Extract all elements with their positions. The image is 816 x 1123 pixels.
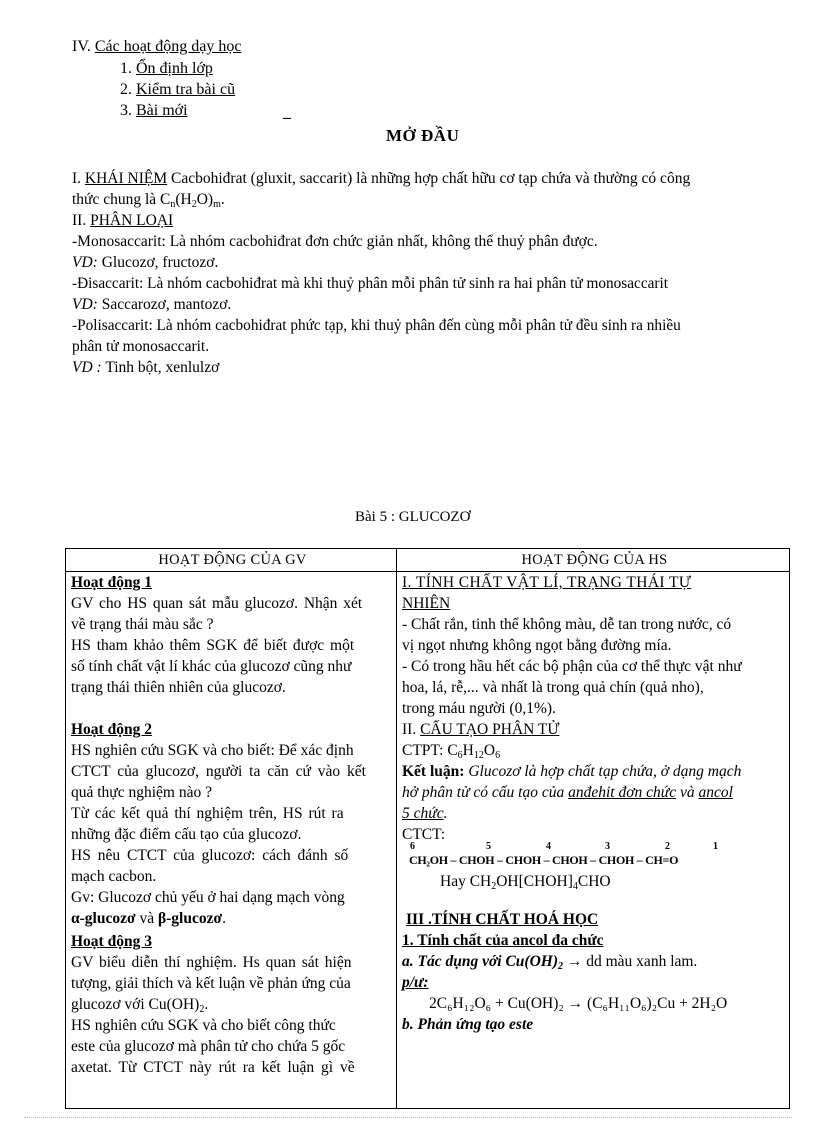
subscript: 2 [491,881,497,892]
formula-text: Hay CH [440,873,492,890]
hs-line: vị ngọt nhưng không ngọt bằng đường mía. [402,637,672,654]
gv-line: tượng, giải thích và kết luận về phản ứng của [71,975,351,992]
subscript: 2 [199,1004,205,1015]
gv-line: mạch cacbon. [71,868,157,885]
example-text: Saccarozơ, mantozơ. [101,296,232,313]
carbon-number: 1 [713,841,718,852]
subscript: n [170,199,176,210]
alpha-glucose: α-glucozơ [71,910,136,927]
hs-section-heading [402,719,787,740]
chain-formula: CH₂OH – CHOH – CHOH – CHOH – CHOH – CH=O [409,853,679,867]
mono-definition: -Monosaccarit: Là nhóm cacbohiđrat đơn chức giản nhất, không thể thuỷ phân được. [72,233,598,250]
di-definition: -Đisaccarit: Là nhóm cacbohiđrat mà khi thuỷ phân mỗi phân tử sinh ra hai phân tử monosaccarit [72,275,668,292]
carbon-number: 6 [410,841,415,852]
carbon-number: 4 [546,841,551,852]
concept-paragraph [72,168,772,189]
hs-line: trong máu người (0,1%). [402,700,556,717]
table-row [66,572,790,1109]
subscript: 2 [191,199,197,210]
beta-glucose: β-glucozơ [157,910,223,927]
conclusion-line [402,803,787,824]
gv-line: Từ các kết quả thí nghiệm trên, HS rút ra [71,805,344,822]
gv-line: α-glucozơ và β-glucozơ. [71,910,226,927]
ctct-label: CTCT: [402,826,446,843]
poly-definition-cont: phân tử monosaccarit. [72,338,210,355]
conclusion-term: 5 chức [402,805,444,822]
carbon-number: 3 [605,841,610,852]
page-bottom-border [24,1117,792,1118]
hs-subsection-title: 1. Tính chất của ancol đa chức [402,932,604,949]
gv-line: Gv: Glucozơ chủ yếu ở hai dạng mạch vòng [71,889,345,906]
subscript: 6 [495,750,501,761]
ctpt-label: CTPT: [402,742,444,759]
activity-title: Hoạt động 1 [71,574,152,591]
ctpt-line [402,740,787,761]
conclusion-text: . [443,805,448,822]
lesson-title: Bài 5 : GLUCOZƠ [355,509,471,525]
intro-heading: MỞ ĐẦU [386,126,460,145]
hs-section-title: III .TÍNH CHẤT HOÁ HỌC [406,911,599,928]
example-label: VD: [72,296,98,313]
carbon-number: 5 [486,841,491,852]
gv-line [71,994,394,1015]
example-label: VD : [72,359,102,376]
conclusion-text: Glucozơ là hợp chất tạp chứa, ở dạng mạch [468,763,742,780]
gv-column [66,572,397,1109]
formula-text: O) [196,191,214,208]
outline-item-label: Kiểm tra bài cũ [136,81,236,98]
hs-line: hoa, lá, rễ,... và nhất là trong quả chín (quả nho), [402,679,704,696]
conclusion-term: anđehit đơn chức [568,784,677,801]
hs-line: - Chất rắn, tinh thể không màu, dễ tan trong nước, có [402,616,732,633]
outline-item-label: Bài mới [136,102,188,119]
hs-line: - Có trong hầu hết các bộ phận của cơ thể thực vật như [402,658,742,675]
gv-line: trạng thái thiên nhiên của glucozơ. [71,679,286,696]
example-text: Glucozơ, fructozơ. [101,254,219,271]
subscript: 4 [572,881,578,892]
reaction-text: → dd màu xanh lam. [566,953,698,970]
gv-line: những đặc điểm cấu tạo của glucozơ. [71,826,302,843]
formula-text: C [447,742,458,759]
outline-item-2 [120,81,235,99]
hs-section-title: I. TÍNH CHẤT VẬT LÍ, TRẠNG THÁI TỰ [402,574,692,591]
section-title: PHÂN LOẠI [90,212,174,229]
outline-item-number: 2. [120,81,132,98]
formula-text: (H [175,191,192,208]
col-header-gv: HOẠT ĐỘNG CỦA GV [66,549,397,572]
outline-section [72,38,241,56]
table-header-row [66,549,790,572]
conclusion-term: ancol [698,784,733,801]
conclusion-text: và [679,784,695,801]
concept-text: Cacbohiđrat (gluxit, saccarit) là những hợp chất hữu cơ tạp chứa và thường có công [171,170,691,187]
formula-text: thức chung là C [72,191,171,208]
gv-line: HS nêu CTCT của glucozơ: cách đánh số [71,847,349,864]
gv-line: HS tham khảo thêm SGK để biết được một [71,637,355,654]
formula-text: CHO [577,873,611,890]
poly-definition: -Polisaccarit: Là nhóm cacbohiđrat phức tạp, khi thuỷ phân đến cùng mỗi phân tử đều sinh ra nhiều [72,317,681,334]
concept-formula-line [72,189,772,210]
gv-line: CTCT của glucozơ, người ta căn cứ vào kết [71,763,366,780]
classification-heading [72,210,772,231]
hs-section-title: CẤU TẠO PHÂN TỬ [420,721,560,738]
gv-text: và [139,910,155,927]
di-example [72,294,772,315]
reaction-line [402,951,787,972]
outline-section-number: IV. [72,38,91,55]
gv-line: về trạng thái màu sắc ? [71,616,214,633]
section-number: II. [402,721,417,738]
section-number: I. [72,170,82,187]
gv-line: GV cho HS quan sát mẫu glucozơ. Nhận xét [71,595,363,612]
subscript: 12 [473,750,484,761]
gv-line: số tính chất vật lí khác của glucozơ cũng như [71,658,352,675]
formula-text: O [483,742,496,759]
hs-section-title: NHIÊN [402,595,451,612]
condensed-formula [402,871,787,892]
gv-line: quả thực nghiệm nào ? [71,784,212,801]
mono-example [72,252,772,273]
conclusion-text: hở phân tử có cấu tạo của [402,784,565,801]
example-label: VD: [72,254,98,271]
carbon-number: 2 [665,841,670,852]
subscript: 6 [457,750,463,761]
conclusion-label: Kết luận: [402,763,465,780]
section-title: KHÁI NIỆM [84,170,168,187]
hs-subsection-title: b. Phản ứng tạo este [402,1016,534,1033]
outline-item-3 [120,102,188,120]
reaction-label: p/ư: [402,974,429,991]
col-header-hs: HOẠT ĐỘNG CỦA HS [397,549,790,572]
outline-item-number: 3. [120,102,132,119]
cursor-mark: _ [283,104,291,121]
gv-text: glucozơ với Cu(OH) [71,996,200,1013]
reaction-label: a. Tác dụng với Cu(OH) [402,953,558,970]
outline-item-label: Ổn định lớp [136,60,213,77]
reaction-equation: 2C₆H₁₂O₆ + Cu(OH)₂ → (C₆H₁₁O₆)₂Cu + 2H₂O [429,995,728,1012]
subscript: m [213,199,221,210]
formula-text: OH[CHOH] [496,873,573,890]
gv-line: axetat. Từ CTCT này rút ra kết luận gì về [71,1059,355,1076]
outline-item-number: 1. [120,60,132,77]
subscript: 2 [558,961,563,972]
gv-line: HS nghiên cứu SGK và cho biết công thức [71,1017,336,1034]
formula-text: . [220,191,225,208]
activity-table [65,548,790,1109]
outline-section-title: Các hoạt động dạy học [94,38,242,55]
poly-example [72,357,772,378]
gv-text: . [204,996,209,1013]
hs-column [397,572,790,1109]
gv-line: GV biểu diễn thí nghiệm. Hs quan sát hiện [71,954,352,971]
carbon-chain [402,841,787,873]
conclusion-line [402,761,787,782]
gv-line: HS nghiên cứu SGK và cho biết: Để xác định [71,742,354,759]
formula-text: H [462,742,474,759]
outline-item-1 [120,60,213,78]
example-text: Tinh bột, xenlulzơ [105,359,220,376]
activity-title: Hoạt động 2 [71,721,152,738]
conclusion-line [402,782,787,803]
activity-title: Hoạt động 3 [71,933,152,950]
gv-line: este của glucozơ mà phân tử cho chứa 5 gốc [71,1038,346,1055]
section-number: II. [72,212,87,229]
